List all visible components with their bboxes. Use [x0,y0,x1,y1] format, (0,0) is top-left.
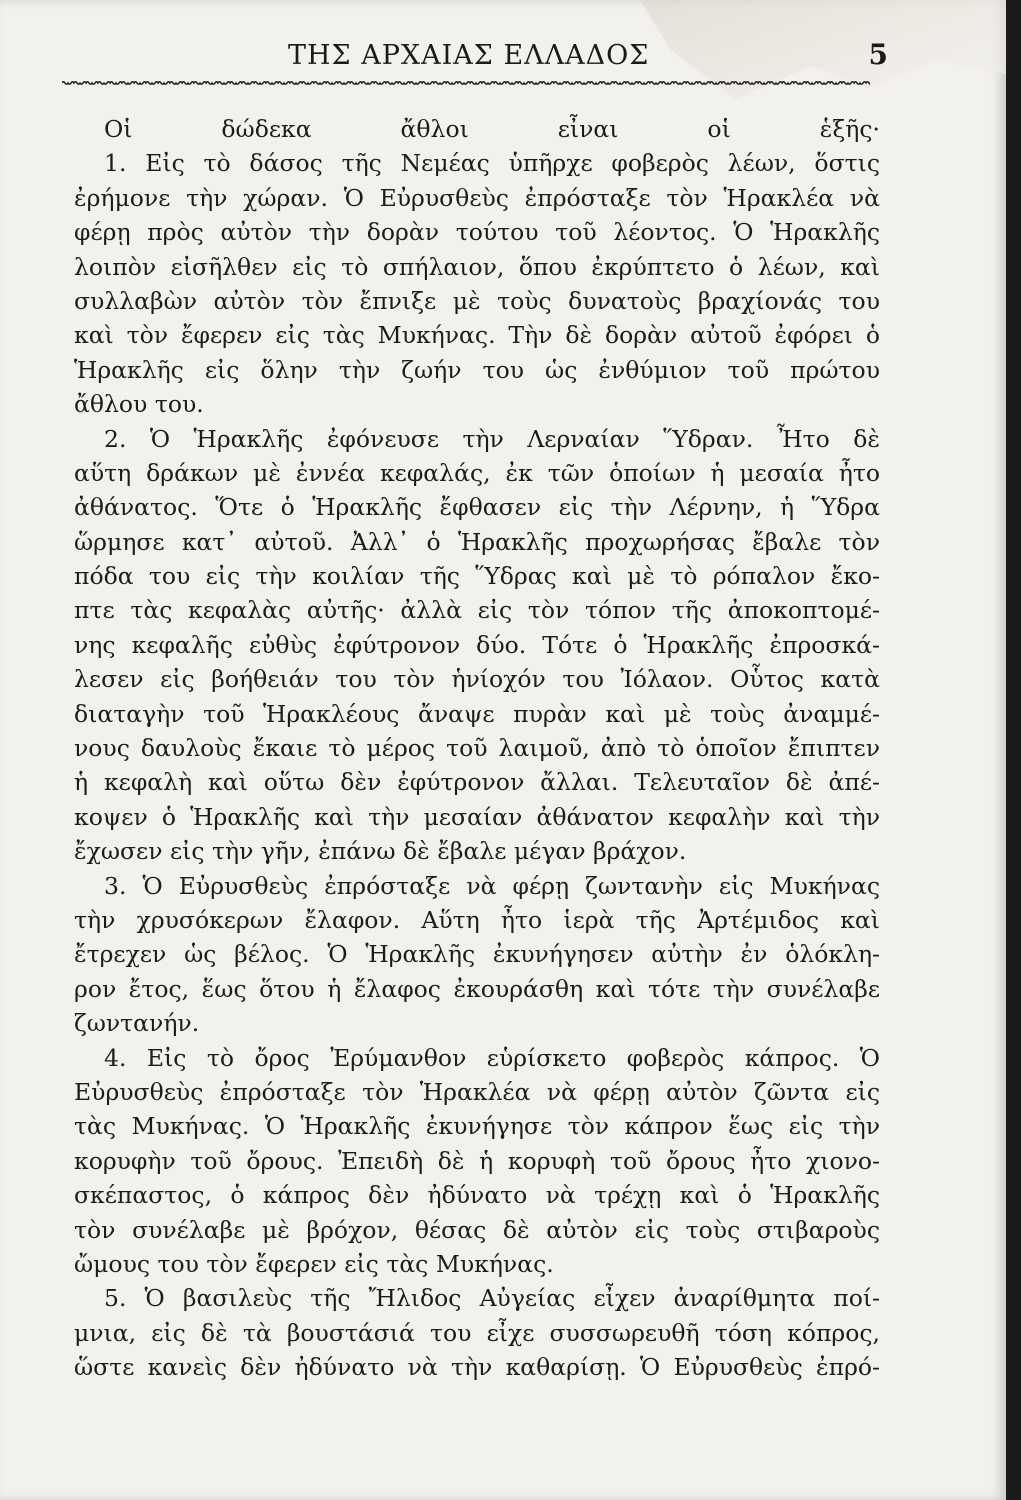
text-line: ἔτρεχεν ὡς βέλος. Ὁ Ἡρακλῆς ἐκυνήγησεν αὐτὴν ἐν ὁλόκλη- [74,940,880,969]
body-text [74,112,880,1384]
text-line: λοιπὸν εἰσῆλθεν εἰς τὸ σπήλαιον, ὅπου ἐκρύπτετο ὁ λέων, καὶ [74,252,880,281]
text-line: κοψεν ὁ Ἡρακλῆς καὶ τὴν μεσαίαν ἀθάνατον κεφαλὴν καὶ τὴν [74,802,880,831]
text-line: 5. Ὁ βασιλεὺς τῆς Ἤλιδος Αὐγείας εἶχεν ἀναρίθμητα ποί- [104,1284,880,1313]
text-line: ἐρήμονε τὴν χώραν. Ὁ Εὐρυσθεὺς ἐπρόσταξε τὸν Ἡρακλέα νὰ [74,183,880,212]
text-line: πόδα του εἰς τὴν κοιλίαν τῆς Ὕδρας καὶ μὲ τὸ ρόπαλον ἔκο- [74,562,880,591]
text-line: Οἱ δώδεκα ἄθλοι εἶναι οἱ ἑξῆς· [104,115,880,143]
text-line: τὸν συνέλαβε μὲ βρόχον, θέσας δὲ αὐτὸν εἰς τοὺς στιβαροὺς [74,1215,880,1244]
text-line: ἀθάνατος. Ὅτε ὁ Ἡρακλῆς ἔφθασεν εἰς τὴν Λέρνην, ἡ Ὕδρα [74,493,880,522]
header-wavy-rule [62,80,870,86]
text-line: σκέπαστος, ὁ κάπρος δὲν ἠδύνατο νὰ τρέχῃ καὶ ὁ Ἡρακλῆς [74,1181,880,1210]
text-line: λεσεν εἰς βοήθειάν του τὸν ἡνίοχόν του Ἰόλαον. Οὗτος κατὰ [74,665,880,694]
text-line: φέρῃ πρὸς αὐτὸν τὴν δορὰν τούτου τοῦ λέοντος. Ὁ Ἡρακλῆς [74,218,880,247]
text-line: ἄθλου του. [74,390,204,419]
text-line: πτε τὰς κεφαλὰς αὐτῆς· ἀλλὰ εἰς τὸν τόπον τῆς ἀποκοπτομέ- [74,596,880,625]
text-line: τὰς Μυκήνας. Ὁ Ἡρακλῆς ἐκυνήγησε τὸν κάπρον ἕως εἰς τὴν [74,1112,880,1141]
text-line: Ἡρακλῆς εἰς ὅλην τὴν ζωήν του ὡς ἐνθύμιον τοῦ πρώτου [74,355,880,384]
text-line: νης κεφαλῆς εὐθὺς ἐφύτρονον δύο. Τότε ὁ Ἡρακλῆς ἐπροσκά- [74,630,880,659]
text-line: καὶ τὸν ἔφερεν εἰς τὰς Μυκήνας. Τὴν δὲ δορὰν αὐτοῦ ἐφόρει ὁ [74,321,880,350]
text-line: μνια, εἰς δὲ τὰ βουστάσιά του εἶχε συσσωρευθῆ τόση κόπρος, [74,1318,880,1347]
text-line: 4. Εἰς τὸ ὄρος Ἐρύμανθον εὑρίσκετο φοβερὸς κάπρος. Ὁ [104,1043,880,1072]
text-line: 1. Εἰς τὸ δάσος τῆς Νεμέας ὑπῆρχε φοβερὸς λέων, ὅστις [104,149,880,178]
running-title: ΤΗΣ ΑΡΧΑΙΑΣ ΕΛΛΑΔΟΣ [288,40,650,71]
text-line: ρον ἔτος, ἕως ὅτου ἡ ἔλαφος ἐκουράσθη καὶ τότε τὴν συνέλαβε [74,974,880,1003]
text-line: νους δαυλοὺς ἔκαιε τὸ μέρος τοῦ λαιμοῦ, ἀπὸ τὸ ὁποῖον ἔπιπτεν [74,734,880,763]
text-line: τὴν χρυσόκερων ἔλαφον. Αὕτη ἦτο ἱερὰ τῆς Ἀρτέμιδος καὶ [74,905,880,934]
running-header [60,38,886,82]
text-line: συλλαβὼν αὐτὸν τὸν ἔπνιξε μὲ τοὺς δυνατοὺς βραχίονάς του [74,286,880,315]
text-line: ὤμους του τὸν ἔφερεν εἰς τὰς Μυκήνας. [74,1249,554,1278]
text-line: ἔχωσεν εἰς τὴν γῆν, ἐπάνω δὲ ἔβαλε μέγαν βράχον. [74,837,687,866]
text-line: 3. Ὁ Εὐρυσθεὺς ἐπρόσταξε νὰ φέρῃ ζωντανὴν εἰς Μυκήνας [104,871,880,900]
text-line: ἡ κεφαλὴ καὶ οὕτω δὲν ἐφύτρονον ἄλλαι. Τελευταῖον δὲ ἀπέ- [74,768,880,797]
text-line: κορυφὴν τοῦ ὄρους. Ἐπειδὴ δὲ ἡ κορυφὴ τοῦ ὄρους ἦτο χιονο- [74,1146,880,1175]
text-line: διαταγὴν τοῦ Ἡρακλέους ἄναψε πυρὰν καὶ μὲ τοὺς ἀναμμέ- [74,699,880,728]
text-line: αὕτη δράκων μὲ ἐννέα κεφαλάς, ἐκ τῶν ὁποίων ἡ μεσαία ἦτο [74,458,880,487]
text-line: ὥρμησε κατ᾽ αὐτοῦ. Ἀλλ᾽ ὁ Ἡρακλῆς προχωρήσας ἔβαλε τὸν [74,527,880,556]
page-number: 5 [868,38,888,71]
text-line: ζωντανήν. [74,1009,200,1038]
text-line: 2. Ὁ Ἡρακλῆς ἐφόνευσε τὴν Λερναίαν Ὕδραν. Ἦτο δὲ [104,424,880,453]
text-line: ὥστε κανεὶς δὲν ἠδύνατο νὰ τὴν καθαρίσῃ. Ὁ Εὐρυσθεὺς ἐπρό- [74,1353,880,1382]
text-line: Εὐρυσθεὺς ἐπρόσταξε τὸν Ἡρακλέα νὰ φέρῃ αὐτὸν ζῶντα εἰς [74,1077,880,1106]
